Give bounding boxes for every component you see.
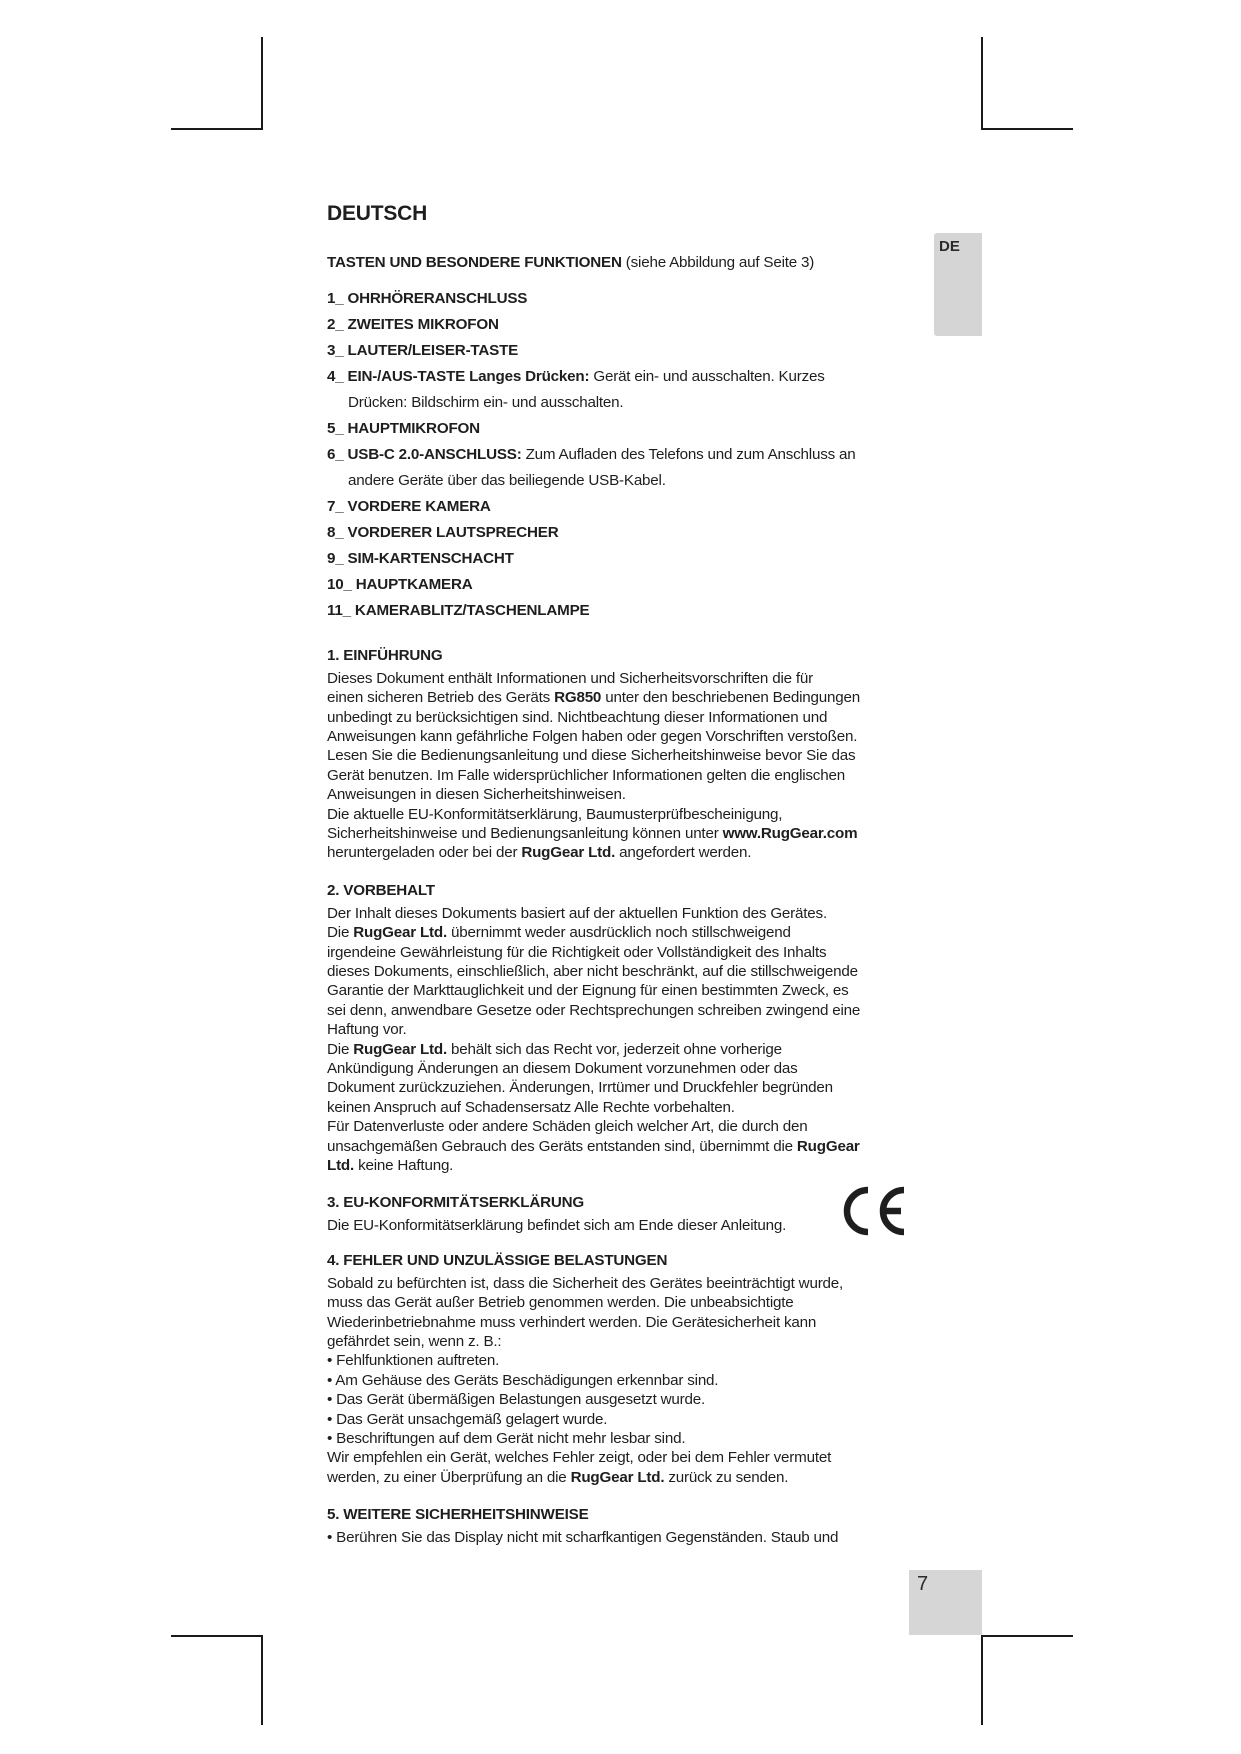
crop-mark-top-left (171, 128, 263, 130)
bold-term: RugGear Ltd. (353, 924, 448, 942)
bold-term: 6_ USB-C 2.0-ANSCHLUSS: (327, 446, 522, 463)
text-segment: Garantie der Markttauglichkeit und der Eignung für einen bestimmten Zweck, es (327, 982, 849, 1000)
crop-mark-bottom-right (981, 1635, 1073, 1637)
bold-term: Ltd. (327, 1157, 355, 1175)
controls-intro-label: TASTEN UND BESONDERE FUNKTIONEN (327, 254, 622, 271)
crop-mark-top-left (261, 37, 263, 130)
bold-term: RugGear Ltd. (353, 1040, 448, 1058)
text-segment: • Berühren Sie das Display nicht mit scharfkantigen Gegenständen. Staub und (327, 1528, 839, 1546)
text-segment: gefährdet sein, wenn z. B.: (327, 1333, 502, 1351)
text-segment: Anweisungen kann gefährliche Folgen haben oder gegen Vorschriften verstoßen. (327, 728, 858, 746)
text-line (327, 312, 947, 338)
text-segment: Gerät ein- und ausschalten. Kurzes (589, 368, 825, 385)
text-line (327, 1117, 947, 1136)
section-heading: 5. WEITERE SICHERHEITSHINWEISE (327, 1506, 589, 1523)
control-item (327, 312, 947, 338)
text-segment: Die (327, 1040, 354, 1058)
bold-term: 11_ KAMERABLITZ/TASCHENLAMPE (327, 602, 590, 619)
text-line (327, 1390, 947, 1409)
control-item (327, 572, 947, 598)
text-line (327, 1059, 947, 1078)
section-disclaimer (327, 881, 947, 1175)
control-item (327, 494, 947, 520)
bold-term: RG850 (554, 689, 602, 707)
text-segment: • Das Gerät übermäßigen Belastungen ausgesetzt wurde. (327, 1391, 705, 1409)
text-line (327, 390, 947, 416)
text-line (327, 1332, 947, 1351)
text-segment: einen sicheren Betrieb des Geräts (327, 689, 555, 707)
text-line (327, 1448, 947, 1467)
text-line (327, 1371, 947, 1390)
text-segment: angefordert werden. (615, 844, 752, 862)
text-line (327, 520, 947, 546)
text-segment: werden, zu einer Überprüfung an die (327, 1468, 571, 1486)
text-line (327, 904, 947, 923)
text-line (327, 943, 947, 962)
bold-term: 9_ SIM-KARTENSCHACHT (327, 550, 514, 567)
crop-mark-bottom-left (171, 1635, 263, 1637)
controls-list (327, 286, 947, 624)
text-line (327, 468, 947, 494)
text-segment: Gerät benutzen. Im Falle widersprüchlicher Informationen gelten die englischen (327, 766, 845, 784)
text-segment: Anweisungen in diesen Sicherheitshinweisen. (327, 786, 626, 804)
bold-term: www.RugGear.com (722, 825, 858, 843)
text-segment: Zum Aufladen des Telefons und zum Anschluss an (521, 446, 856, 463)
text-line (327, 785, 947, 804)
text-line (327, 338, 947, 364)
text-line (327, 364, 947, 390)
text-line (327, 746, 947, 765)
text-line (327, 286, 947, 312)
text-segment: • Das Gerät unsachgemäß gelagert wurde. (327, 1410, 608, 1428)
text-segment: irgendeine Gewährleistung für die Richtigkeit oder Vollständigkeit des Inhalts (327, 943, 827, 961)
crop-mark-bottom-left (261, 1635, 263, 1725)
text-segment: Dieses Dokument enthält Informationen und Sicherheitsvorschriften die für (327, 669, 814, 687)
text-segment: Wiederinbetriebnahme muss verhindert werden. Die Gerätesicherheit kann (327, 1313, 817, 1331)
text-segment: Lesen Sie die Bedienungsanleitung und diese Sicherheitshinweise bevor Sie das (327, 747, 856, 765)
text-line (327, 708, 947, 727)
bold-term: 1_ OHRHÖRERANSCHLUSS (327, 290, 528, 307)
bold-term: 8_ VORDERER LAUTSPRECHER (327, 524, 559, 541)
text-line (327, 1410, 947, 1429)
crop-mark-top-right (981, 37, 983, 130)
text-line (327, 1137, 947, 1156)
text-line (327, 442, 947, 468)
text-line (327, 1001, 947, 1020)
text-line (327, 1429, 947, 1448)
text-line (327, 1313, 947, 1332)
bold-term: 2_ ZWEITES MIKROFON (327, 316, 499, 333)
text-line (327, 1078, 947, 1097)
bold-term: RugGear Ltd. (570, 1468, 665, 1486)
text-segment: andere Geräte über das beiliegende USB-Kabel. (348, 472, 666, 489)
text-line (327, 669, 947, 688)
text-line (327, 843, 947, 862)
section-introduction (327, 646, 947, 863)
page-number: 7 (917, 1573, 929, 1595)
control-item (327, 598, 947, 624)
text-segment: keinen Anspruch auf Schadensersatz Alle Rechte vorbehalten. (327, 1098, 735, 1116)
section-safety-notes (327, 1505, 947, 1547)
controls-intro (327, 250, 814, 276)
ce-mark-c (847, 1190, 868, 1232)
text-line (327, 416, 947, 442)
section-heading: 1. EINFÜHRUNG (327, 647, 443, 664)
section-body (327, 1528, 947, 1547)
text-segment: dieses Dokuments, einschließlich, aber nicht beschränkt, auf die stillschweigende (327, 963, 858, 981)
section-faults (327, 1251, 947, 1487)
page-title: DEUTSCH (327, 202, 428, 225)
text-line (327, 923, 947, 942)
text-segment: Die aktuelle EU-Konformitätserklärung, Baumusterprüfbescheinigung, (327, 805, 783, 823)
text-segment: keine Haftung. (354, 1157, 454, 1175)
text-line (327, 1156, 947, 1175)
control-item (327, 416, 947, 442)
text-segment: Haftung vor. (327, 1021, 407, 1039)
text-segment: sei denn, anwendbare Gesetze oder Rechtsprechungen schreiben zwingend eine (327, 1001, 861, 1019)
text-line (327, 1528, 947, 1547)
text-segment: Ankündigung Änderungen an diesem Dokument vorzunehmen oder das (327, 1060, 798, 1078)
control-item (327, 286, 947, 312)
section-body (327, 669, 947, 863)
text-line (327, 546, 947, 572)
text-line (327, 494, 947, 520)
text-line (327, 1040, 947, 1059)
text-line (327, 1020, 947, 1039)
text-segment: zurück zu senden. (664, 1468, 789, 1486)
bold-term: 5_ HAUPTMIKROFON (327, 420, 480, 437)
text-line (327, 572, 947, 598)
language-tab-label: DE (939, 238, 960, 255)
text-segment: • Fehlfunktionen auftreten. (327, 1352, 500, 1370)
text-line (327, 1293, 947, 1312)
text-segment: Drücken: Bildschirm ein- und ausschalten. (348, 394, 624, 411)
text-segment: Wir empfehlen ein Gerät, welches Fehler zeigt, oder bei dem Fehler vermutet (327, 1449, 832, 1467)
text-segment: behält sich das Recht vor, jederzeit ohne vorherige (447, 1040, 782, 1058)
text-line (327, 598, 947, 624)
bold-term: RugGear (796, 1137, 860, 1155)
text-segment: unsachgemäßen Gebrauch des Geräts entstanden sind, übernimmt die (327, 1137, 797, 1155)
text-line (327, 805, 947, 824)
text-line (327, 688, 947, 707)
text-segment: Sobald zu befürchten ist, dass die Sicherheit des Gerätes beeinträchtigt wurde, (327, 1274, 844, 1292)
section-body (327, 904, 947, 1176)
bold-term: 10_ HAUPTKAMERA (327, 576, 473, 593)
text-line (327, 962, 947, 981)
text-segment: Dokument zurückzuziehen. Änderungen, Irrtümer und Druckfehler begründen (327, 1079, 833, 1097)
bold-term: 4_ EIN-/AUS-TASTE Langes Drücken: (327, 368, 590, 385)
crop-mark-top-right (981, 128, 1073, 130)
section-heading: 2. VORBEHALT (327, 882, 435, 899)
page-number-box (909, 1570, 982, 1635)
section-body (327, 1274, 947, 1487)
text-segment: übernimmt weder ausdrücklich noch stillschweigend (447, 924, 791, 942)
bold-term: 3_ LAUTER/LEISER-TASTE (327, 342, 519, 359)
bold-term: 7_ VORDERE KAMERA (327, 498, 491, 515)
crop-mark-bottom-right (981, 1635, 983, 1725)
text-line (327, 1351, 947, 1370)
text-segment: • Beschriftungen auf dem Gerät nicht mehr lesbar sind. (327, 1430, 686, 1448)
control-item (327, 338, 947, 364)
section-heading: 3. EU-KONFORMITÄTSERKLÄRUNG (327, 1194, 584, 1211)
text-segment: Sicherheitshinweise und Bedienungsanleitung können unter (327, 825, 723, 843)
text-line (327, 727, 947, 746)
text-segment: Die (327, 924, 354, 942)
text-segment: • Am Gehäuse des Geräts Beschädigungen erkennbar sind. (327, 1371, 719, 1389)
text-line (327, 766, 947, 785)
bold-term: RugGear Ltd. (521, 844, 616, 862)
text-line (327, 1098, 947, 1117)
text-segment: muss das Gerät außer Betrieb genommen werden. Die unbeabsichtigte (327, 1294, 794, 1312)
controls-intro-note: (siehe Abbildung auf Seite 3) (621, 254, 815, 271)
text-line (327, 981, 947, 1000)
text-line (327, 824, 947, 843)
section-heading: 4. FEHLER UND UNZULÄSSIGE BELASTUNGEN (327, 1252, 668, 1269)
text-segment: Der Inhalt dieses Dokuments basiert auf der aktuellen Funktion des Gerätes. (327, 904, 827, 922)
ce-mark-icon (840, 1186, 910, 1236)
text-segment: unbedingt zu berücksichtigen sind. Nichtbeachtung dieser Informationen und (327, 708, 828, 726)
text-segment: Die EU-Konformitätserklärung befindet sich am Ende dieser Anleitung. (327, 1216, 787, 1234)
control-item (327, 442, 947, 494)
text-line (327, 1468, 947, 1487)
control-item (327, 364, 947, 416)
control-item (327, 520, 947, 546)
text-segment: unter den beschriebenen Bedingungen (601, 689, 860, 707)
control-item (327, 546, 947, 572)
text-line (327, 1274, 947, 1293)
text-segment: heruntergeladen oder bei der (327, 844, 522, 862)
text-segment: Für Datenverluste oder andere Schäden gleich welcher Art, die durch den (327, 1118, 808, 1136)
